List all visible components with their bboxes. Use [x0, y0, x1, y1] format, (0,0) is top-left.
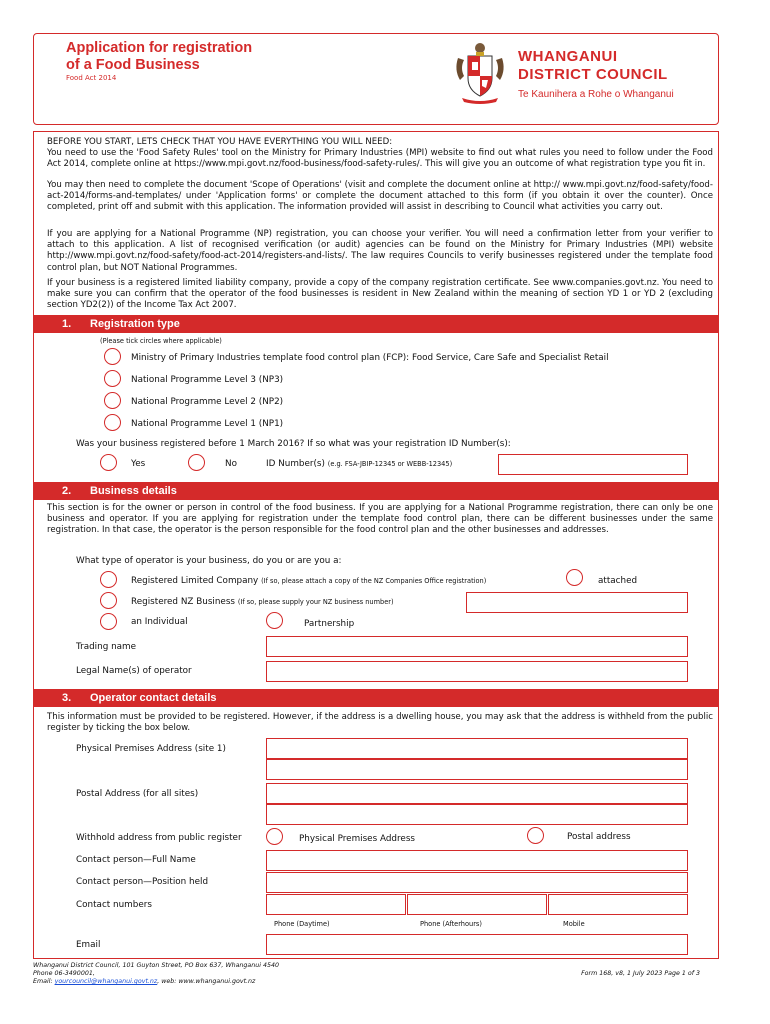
contact-position-input[interactable]: [266, 872, 688, 893]
section-3-title: Operator contact details: [90, 692, 217, 704]
council-name-line1: WHANGANUI: [518, 48, 618, 65]
section-3-number: 3.: [62, 692, 72, 704]
radio-withhold-physical[interactable]: [266, 828, 283, 845]
council-name: [518, 48, 668, 84]
registered-company-label: [131, 576, 486, 587]
footer-email-link[interactable]: yourcouncil@whanganui.govt.nz: [54, 978, 158, 985]
intro-heading: BEFORE YOU START, LETS CHECK THAT YOU HAVE EVERYTHING YOU WILL NEED:: [47, 137, 393, 147]
form-subtitle: Food Act 2014: [66, 74, 117, 82]
individual-label: an Individual: [131, 617, 188, 627]
legal-name-label: Legal Name(s) of operator: [76, 666, 192, 676]
withhold-postal-label: Postal address: [567, 832, 631, 842]
physical-address-label: Physical Premises Address (site 1): [76, 744, 226, 754]
registered-yes-label: Yes: [131, 459, 146, 469]
section-1-number: 1.: [62, 318, 72, 330]
footer-address: Whanganui District Council, 101 Guyton Street, PO Box 637, Whanganui 4540: [33, 962, 280, 969]
option-np2-label: National Programme Level 2 (NP2): [131, 397, 284, 407]
registered-no-label: No: [225, 459, 237, 469]
radio-np3[interactable]: [104, 370, 121, 387]
option-np1-label: National Programme Level 1 (NP1): [131, 419, 284, 429]
physical-address-input-1[interactable]: [266, 738, 688, 759]
postal-address-label: Postal Address (for all sites): [76, 789, 199, 799]
registered-business-label: [131, 597, 394, 608]
withhold-address-label: Withhold address from public register: [76, 833, 242, 843]
legal-name-input[interactable]: [266, 661, 688, 682]
id-number-label: [266, 459, 452, 470]
nz-business-number-input[interactable]: [466, 592, 688, 613]
phone-daytime-input[interactable]: [266, 894, 406, 915]
radio-attached[interactable]: [566, 569, 583, 586]
form-reference: Form 168, v8, 1 July 2023 Page 1 of 3: [581, 970, 700, 977]
phone-afterhours-input[interactable]: [407, 894, 547, 915]
council-crest-logo: [450, 40, 510, 106]
radio-np1[interactable]: [104, 414, 121, 431]
physical-address-input-2[interactable]: [266, 759, 688, 780]
form-title-line2: of a Food Business: [66, 57, 200, 73]
radio-registered-yes[interactable]: [100, 454, 117, 471]
radio-individual[interactable]: [100, 613, 117, 630]
withhold-physical-label: Physical Premises Address: [299, 834, 415, 844]
phone-afterhours-label: Phone (Afterhours): [420, 920, 482, 928]
operator-type-question: What type of operator is your business, do you or are you a:: [76, 556, 342, 566]
email-input[interactable]: [266, 934, 688, 955]
email-label: Email: [76, 940, 101, 950]
council-name-line2: DISTRICT COUNCIL: [518, 66, 668, 83]
registered-company-text: Registered Limited Company: [131, 576, 259, 586]
intro-para-scope: You may then need to complete the document 'Scope of Operations' (visit and complete the document online at http:// www.mpi.govt.nz/food-safety/food-act-2014/forms-and-templates/ under 'Application forms' or complete the document attached to this form (if you obtain it over the counter). Once completed, print off and submit with this application. The information provided will assist in describing to Council what activities you carry out.: [47, 180, 713, 213]
intro-para-verifier: If you are applying for a National Programme (NP) registration, you can choose your verifier. You will need a confirmation letter from your verifier to attach to this application. A list of recognised verification (or audit) agencies can be found on the Ministry for Primary Industries (MPI) website http://www.mpi.govt.nz/food-safety/food-act-2014/registers-and-lists/. The law requires Councils to verify businesses registered under the template food control plan, but NOT National Programmes.: [47, 229, 713, 273]
radio-partnership[interactable]: [266, 612, 283, 629]
id-number-example: (e.g. FSA-JBIP-12345 or WEBB-12345): [327, 460, 453, 468]
intro-para-rules: You need to use the 'Food Safety Rules' tool on the Ministry for Primary Industries (MPI) website to find out what rules you need to follow under the Food Act 2014, complete online at https://www.mpi.govt.nz/food-business/food-safety-rules/. This will give you an outcome of what registration type you fit in.: [47, 148, 713, 170]
phone-daytime-label: Phone (Daytime): [274, 920, 330, 928]
postal-address-input-1[interactable]: [266, 783, 688, 804]
id-number-text: ID Number(s): [266, 459, 325, 469]
contact-name-input[interactable]: [266, 850, 688, 871]
partnership-label: Partnership: [304, 619, 355, 629]
section-2-description: This section is for the owner or person in control of the food business. If you are applying for a National Programme registration, there can only be one business and operator. If you are applying for registration under the template food control plan, there can be different businesses under the same registration. In that case, the operator is the person responsible for the food control plan and the other businesses and addresses.: [47, 503, 713, 536]
radio-registered-no[interactable]: [188, 454, 205, 471]
section-2-header: [33, 482, 719, 500]
footer-contact: [33, 978, 255, 986]
registered-before-question: Was your business registered before 1 March 2016? If so what was your registration ID Number(s):: [76, 439, 511, 449]
radio-withhold-postal[interactable]: [527, 827, 544, 844]
contact-numbers-label: Contact numbers: [76, 900, 152, 910]
trading-name-label: Trading name: [76, 642, 137, 652]
section-1-title: Registration type: [90, 318, 180, 330]
form-title: [66, 40, 252, 74]
registered-business-text: Registered NZ Business: [131, 597, 236, 607]
intro-para-company: If your business is a registered limited liability company, provide a copy of the company registration certificate. See www.companies.govt.nz. You need to make sure you can confirm that the operator of the food businesses is resident in New Zealand within the meaning of section YD 1 or YD 2 (excluding section YD2(2)) of the Income Tax Act 2007.: [47, 278, 713, 311]
mobile-input[interactable]: [548, 894, 688, 915]
footer-phone: Phone 06-3490001,: [33, 970, 95, 977]
footer-web: , web: www.whanganui.govt.nz: [157, 978, 256, 985]
radio-fcp[interactable]: [104, 348, 121, 365]
section-1-hint: (Please tick circles where applicable): [100, 337, 222, 345]
id-number-input[interactable]: [498, 454, 688, 475]
option-fcp-label: Ministry of Primary Industries template food control plan (FCP): Food Service, Care Safe and Specialist Retail: [131, 353, 609, 363]
attached-label: attached: [598, 576, 638, 586]
mobile-label: Mobile: [563, 920, 585, 928]
section-3-header: [33, 689, 719, 707]
postal-address-input-2[interactable]: [266, 804, 688, 825]
trading-name-input[interactable]: [266, 636, 688, 657]
section-2-title: Business details: [90, 485, 177, 497]
radio-np2[interactable]: [104, 392, 121, 409]
footer-email-prefix: Email:: [33, 978, 55, 985]
option-np3-label: National Programme Level 3 (NP3): [131, 375, 284, 385]
section-2-number: 2.: [62, 485, 72, 497]
contact-name-label: Contact person—Full Name: [76, 855, 196, 865]
registered-business-note: (If so, please supply your NZ business number): [237, 598, 394, 606]
registered-company-note: (If so, please attach a copy of the NZ Companies Office registration): [261, 577, 487, 585]
radio-registered-business[interactable]: [100, 592, 117, 609]
contact-position-label: Contact person—Position held: [76, 877, 209, 887]
section-1-header: [33, 315, 719, 333]
council-maori-name: Te Kaunihera a Rohe o Whanganui: [518, 89, 674, 100]
form-title-line1: Application for registration: [66, 40, 253, 56]
radio-registered-company[interactable]: [100, 571, 117, 588]
section-3-description: This information must be provided to be registered. However, if the address is a dwelling house, you may ask that the address is withheld from the public register by ticking the box below.: [47, 712, 713, 734]
